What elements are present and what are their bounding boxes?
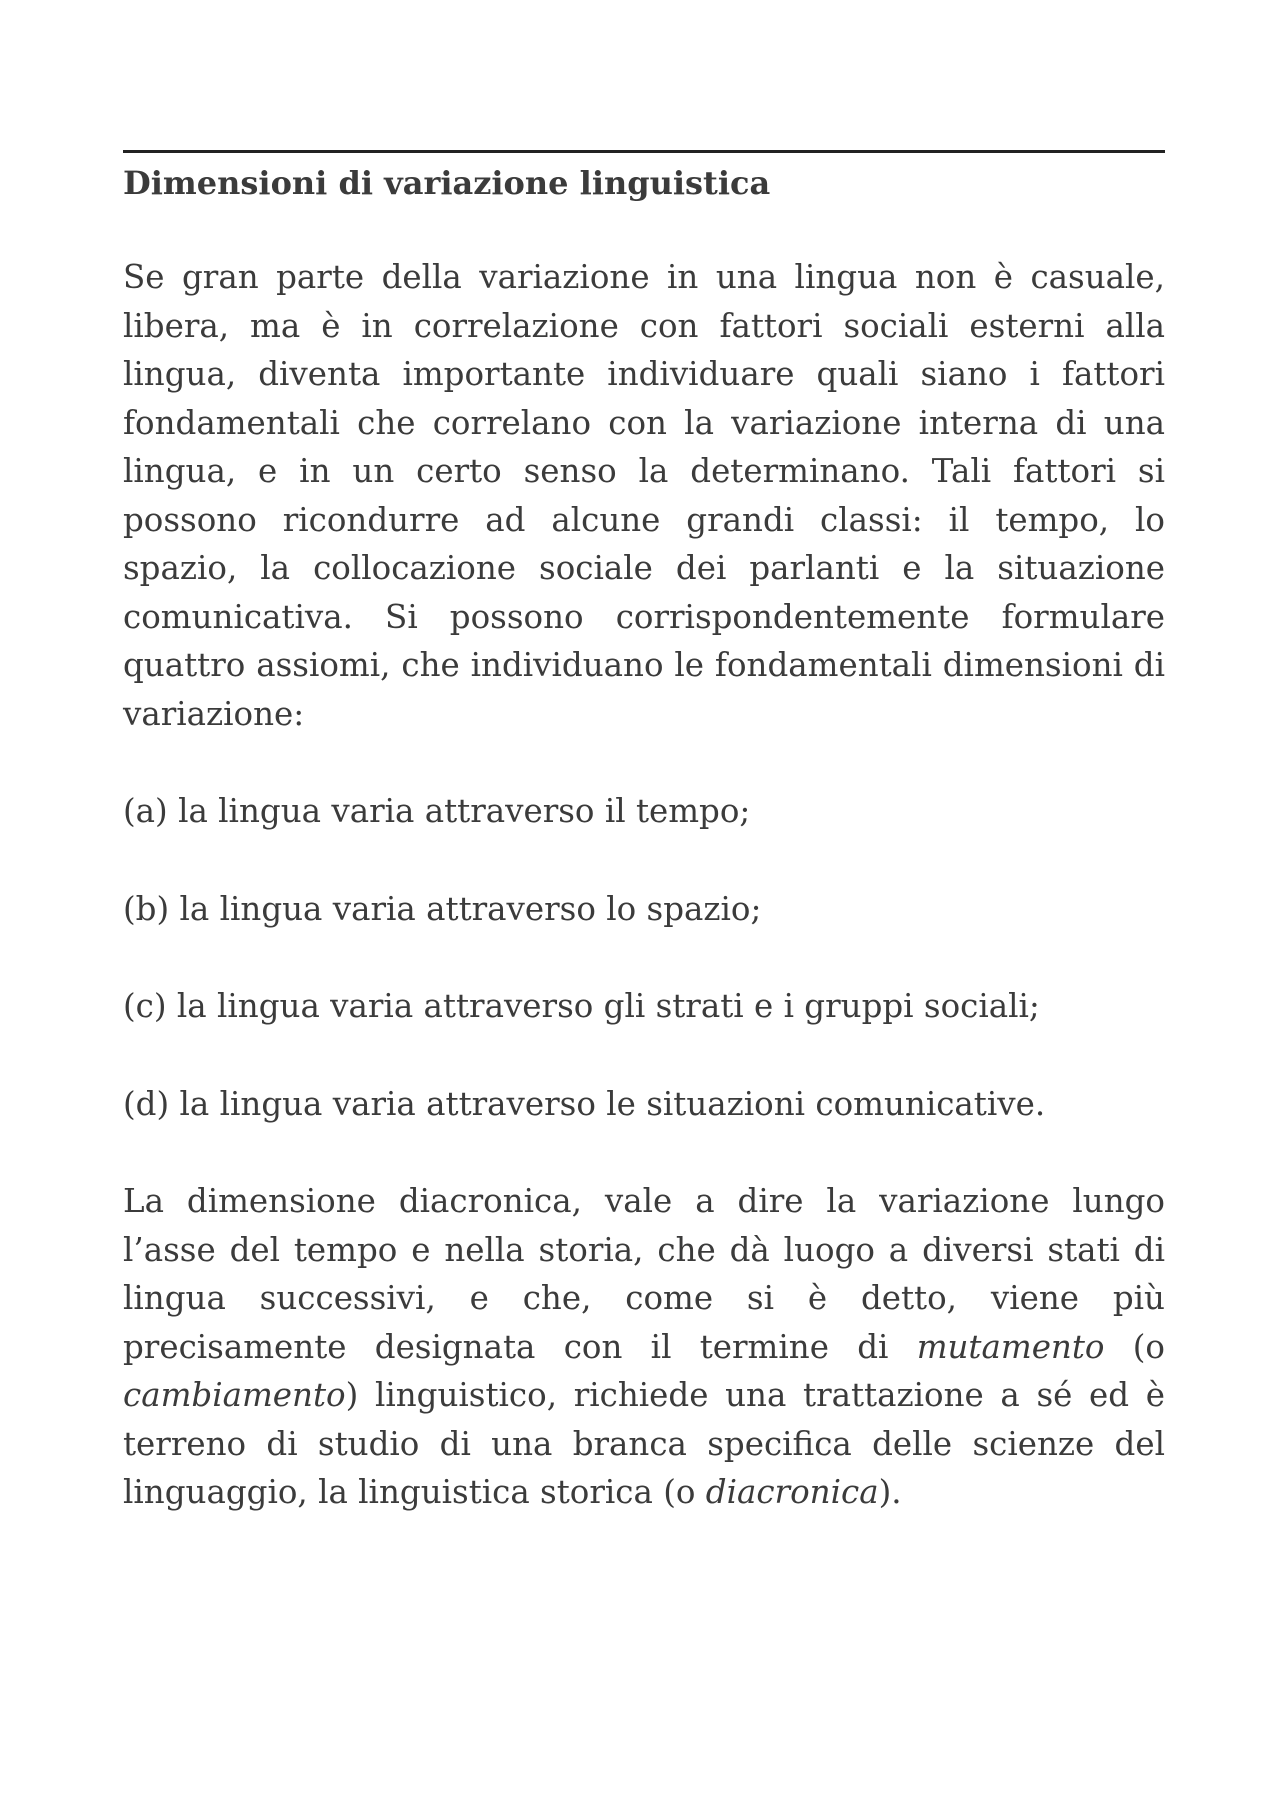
list-item-d: (d) la lingua varia attraverso le situazioni comunicative. — [123, 1084, 1046, 1123]
paragraph2-italic-cambiamento: cambiamento — [123, 1376, 346, 1414]
list-item-b: (b) la lingua varia attraverso lo spazio; — [123, 889, 762, 928]
paragraph2-text-1: La dimensione diacronica, vale a dire la variazione lungo l’asse del tempo e nella storia, che dà luogo a diversi stati di lingua successivi, e che, come si è detto, viene più precisamente designata con il termine di — [123, 1182, 1165, 1366]
intro-paragraph: Se gran parte della variazione in una lingua non è casuale, libera, ma è in correlazione con fattori sociali esterni alla lingua, diventa importante individuare quali siano i fattori fondamentali che correlano con la variazione interna di una lingua, e in un certo senso la determinano. Tali fattori si possono ricondurre ad alcune grandi classi: il tempo, lo spazio, la collocazione sociale dei parlanti e la situazione comunicativa. Si possono corrispondentemente formulare quattro assiomi, che individuano le fondamentali dimensioni di variazione: — [123, 258, 1165, 733]
paragraph2-text-2: (o — [1104, 1327, 1166, 1366]
list-item-a: (a) la lingua varia attraverso il tempo; — [123, 792, 751, 830]
horizontal-rule — [123, 150, 1165, 153]
diachronic-paragraph — [123, 1177, 1165, 1517]
document-page — [123, 150, 1165, 1517]
paragraph2-text-3: ) linguistico, richiede una trattazione a sé ed è terreno di studio di una branca specifica delle scienze del linguaggio, la linguistica storica (o — [123, 1376, 1165, 1511]
paragraph2-text-4: ). — [878, 1473, 902, 1511]
paragraph2-italic-diacronica: diacronica — [705, 1473, 879, 1511]
paragraph2-italic-mutamento: mutamento — [916, 1327, 1105, 1366]
list-item-c: (c) la lingua varia attraverso gli strati e i gruppi sociali; — [123, 987, 1040, 1025]
section-title: Dimensioni di variazione linguistica — [123, 164, 771, 202]
